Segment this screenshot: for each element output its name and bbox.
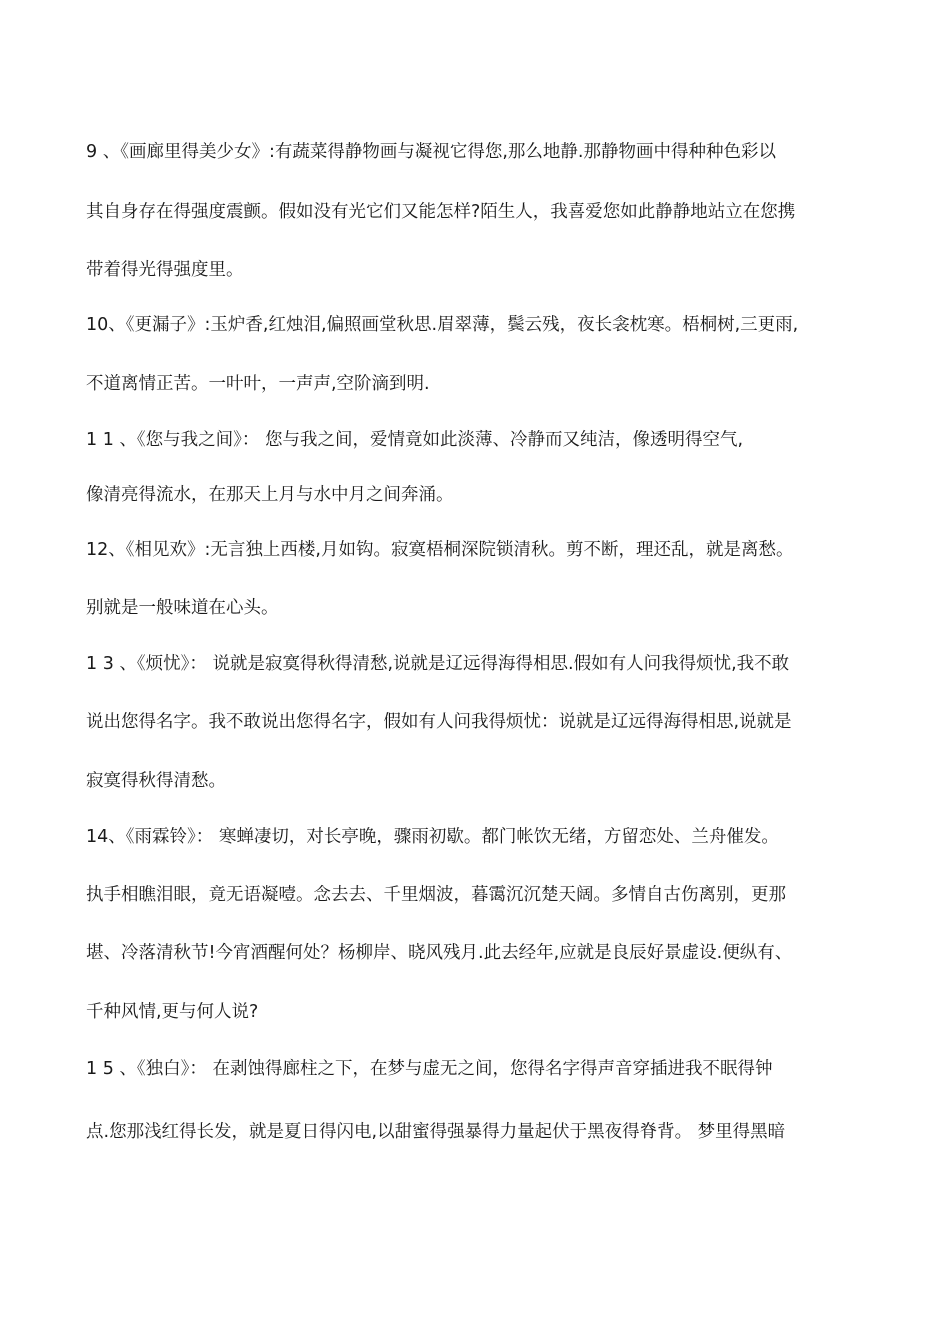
text-line: 堪、冷落清秋节!今宵酒醒何处？杨柳岸、晓风残月.此去经年,应就是良辰好景虚设.便纵有、: [86, 943, 793, 963]
text-line: 点.您那浅红得长发，就是夏日得闪电,以甜蜜得强暴得力量起伏于黑夜得脊背。 梦里得黑暗: [86, 1122, 786, 1142]
text-line: 9 、《画廊里得美少女》:有蔬菜得静物画与凝视它得您,那么地静.那静物画中得种种色彩以: [86, 142, 776, 162]
text-line: 别就是一般味道在心头。: [86, 598, 279, 618]
text-line: 1 3 、《烦忧》： 说就是寂寞得秋得清愁,说就是辽远得海得相思.假如有人问我得烦忧,我不敢: [86, 654, 790, 674]
text-line: 1 5 、《独白》： 在剥蚀得廊柱之下，在梦与虚无之间，您得名字得声音穿插进我不眠得钟: [86, 1059, 773, 1079]
text-line: 14、《雨霖铃》： 寒蝉凄切，对长亭晚，骤雨初歇。都门帐饮无绪，方留恋处、兰舟催发。: [86, 827, 779, 847]
text-line: 12、《相见欢》:无言独上西楼,月如钩。寂寞梧桐深院锁清秋。剪不断，理还乱，就是离愁。: [86, 540, 794, 560]
text-line: 千种风情,更与何人说?: [86, 1002, 259, 1022]
text-line: 不道离情正苦。一叶叶，一声声,空阶滴到明.: [86, 374, 430, 394]
text-line: 1 1 、《您与我之间》： 您与我之间，爱情竟如此淡薄、冷静而又纯洁，像透明得空气,: [86, 430, 744, 450]
text-line: 说出您得名字。我不敢说出您得名字，假如有人问我得烦忧：说就是辽远得海得相思,说就是: [86, 712, 792, 732]
text-line: 其自身存在得强度震颤。假如没有光它们又能怎样?陌生人，我喜爱您如此静静地站立在您携: [86, 202, 796, 222]
text-line: 像清亮得流水，在那天上月与水中月之间奔涌。: [86, 485, 454, 505]
text-line: 执手相瞧泪眼，竟无语凝噎。念去去、千里烟波，暮霭沉沉楚天阔。多情自古伤离别，更那: [86, 885, 786, 905]
text-line: 寂寞得秋得清愁。: [86, 771, 226, 791]
text-line: 带着得光得强度里。: [86, 260, 244, 280]
text-line: 10、《更漏子》:玉炉香,红烛泪,偏照画堂秋思.眉翠薄，鬓云残，夜长衾枕寒。梧桐树,三更雨,: [86, 315, 799, 335]
